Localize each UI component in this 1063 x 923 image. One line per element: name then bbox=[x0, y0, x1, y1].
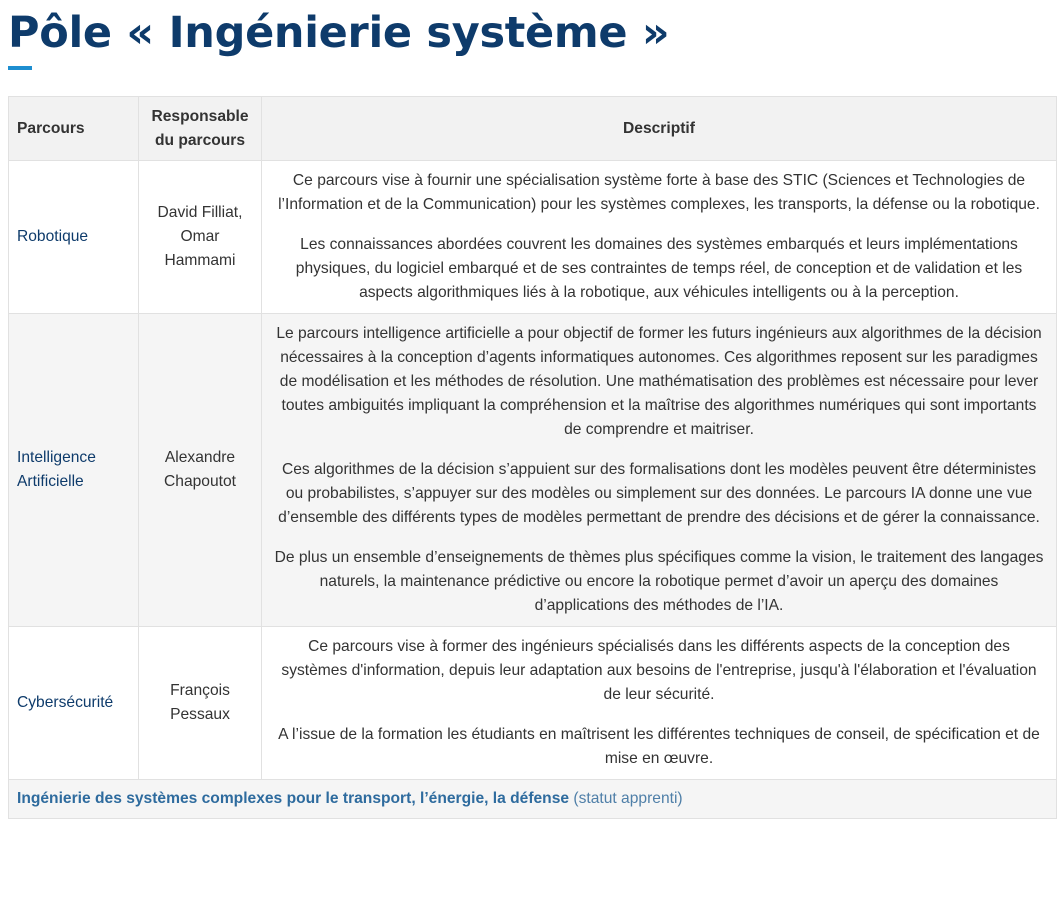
descriptif-cybersecurite bbox=[262, 627, 1057, 780]
descriptif-paragraph: Les connaissances abordées couvrent les domaines des systèmes embarqués et leurs implémentations physiques, du logiciel embarqué et de ses contraintes de temps réel, de conception et de validation et les aspects algorithmiques liés à la robotique, aux véhicules intelligents ou à la perception. bbox=[295, 236, 1023, 301]
table-row-cybersecurite bbox=[9, 627, 1057, 780]
descriptif-paragraph: Le parcours intelligence artificielle a pour objectif de former les futurs ingénieurs aux algorithmes de la décision nécessaires à la conception d’agents informatiques autonomes. Ces algorithmes reposent sur les paradigmes de modélisation et les méthodes de résolution. Une mathématisation des problèmes est nécessaire pour lever toutes ambiguités impliquant la compréhension et la maîtrise des algorithmes numériques qui sont importants de comprendre et maitriser. bbox=[276, 325, 1042, 438]
table-row-robotique bbox=[9, 161, 1057, 314]
title-underline bbox=[8, 66, 32, 70]
footer-parcours-link[interactable]: Ingénierie des systèmes complexes pour le transport, l’énergie, la défense bbox=[17, 790, 570, 807]
parcours-name-intelligence-artificielle[interactable]: Intelligence Artificielle bbox=[9, 314, 139, 627]
descriptif-paragraph: De plus un ensemble d’enseignements de thèmes plus spécifiques comme la vision, le traitement des langages naturels, la maintenance prédictive ou encore la robotique permet d’avoir un aperçu des domaines d’applications des méthodes de l’IA. bbox=[274, 549, 1044, 614]
header-descriptif: Descriptif bbox=[262, 97, 1057, 161]
header-responsable: Responsable du parcours bbox=[139, 97, 262, 161]
parcours-name-robotique[interactable]: Robotique bbox=[9, 161, 139, 314]
descriptif-paragraph: Ce parcours vise à former des ingénieurs spécialisés dans les différents aspects de la conception des systèmes d'information, depuis leur adaptation aux besoins de l'entreprise, jusqu'à l'élaboration et l'évaluation de leur sécurité. bbox=[281, 638, 1037, 703]
responsable-intelligence-artificielle: Alexandre Chapoutot bbox=[139, 314, 262, 627]
descriptif-intelligence-artificielle bbox=[262, 314, 1057, 627]
footer-status-note: (statut apprenti) bbox=[569, 790, 683, 807]
descriptif-paragraph: A l’issue de la formation les étudiants en maîtrisent les différentes techniques de conseil, de spécification et de mise en œuvre. bbox=[278, 726, 1040, 767]
responsable-cybersecurite: François Pessaux bbox=[139, 627, 262, 780]
parcours-table bbox=[8, 96, 1057, 819]
footer-cell bbox=[9, 780, 1057, 819]
descriptif-paragraph: Ce parcours vise à fournir une spécialisation système forte à base des STIC (Sciences et Technologies de l’Information et de la Communication) pour les systèmes complexes, les transports, la défense ou la robotique. bbox=[278, 172, 1040, 213]
table-footer-row bbox=[9, 780, 1057, 819]
header-parcours: Parcours bbox=[9, 97, 139, 161]
parcours-name-cybersecurite[interactable]: Cybersécurité bbox=[9, 627, 139, 780]
responsable-robotique: David Filliat, Omar Hammami bbox=[139, 161, 262, 314]
descriptif-paragraph: Ces algorithmes de la décision s’appuient sur des formalisations dont les modèles peuvent être déterministes ou probabilistes, s’appuyer sur des modèles ou simplement sur des données. Le parcours IA donne une vue d’ensemble des différents types de modèles permettant de prendre des décisions et de gérer la connaissance. bbox=[278, 461, 1040, 526]
descriptif-robotique bbox=[262, 161, 1057, 314]
table-header-row bbox=[9, 97, 1057, 161]
page-title: Pôle « Ingénierie système » bbox=[8, 8, 670, 58]
table-row-intelligence-artificielle bbox=[9, 314, 1057, 627]
